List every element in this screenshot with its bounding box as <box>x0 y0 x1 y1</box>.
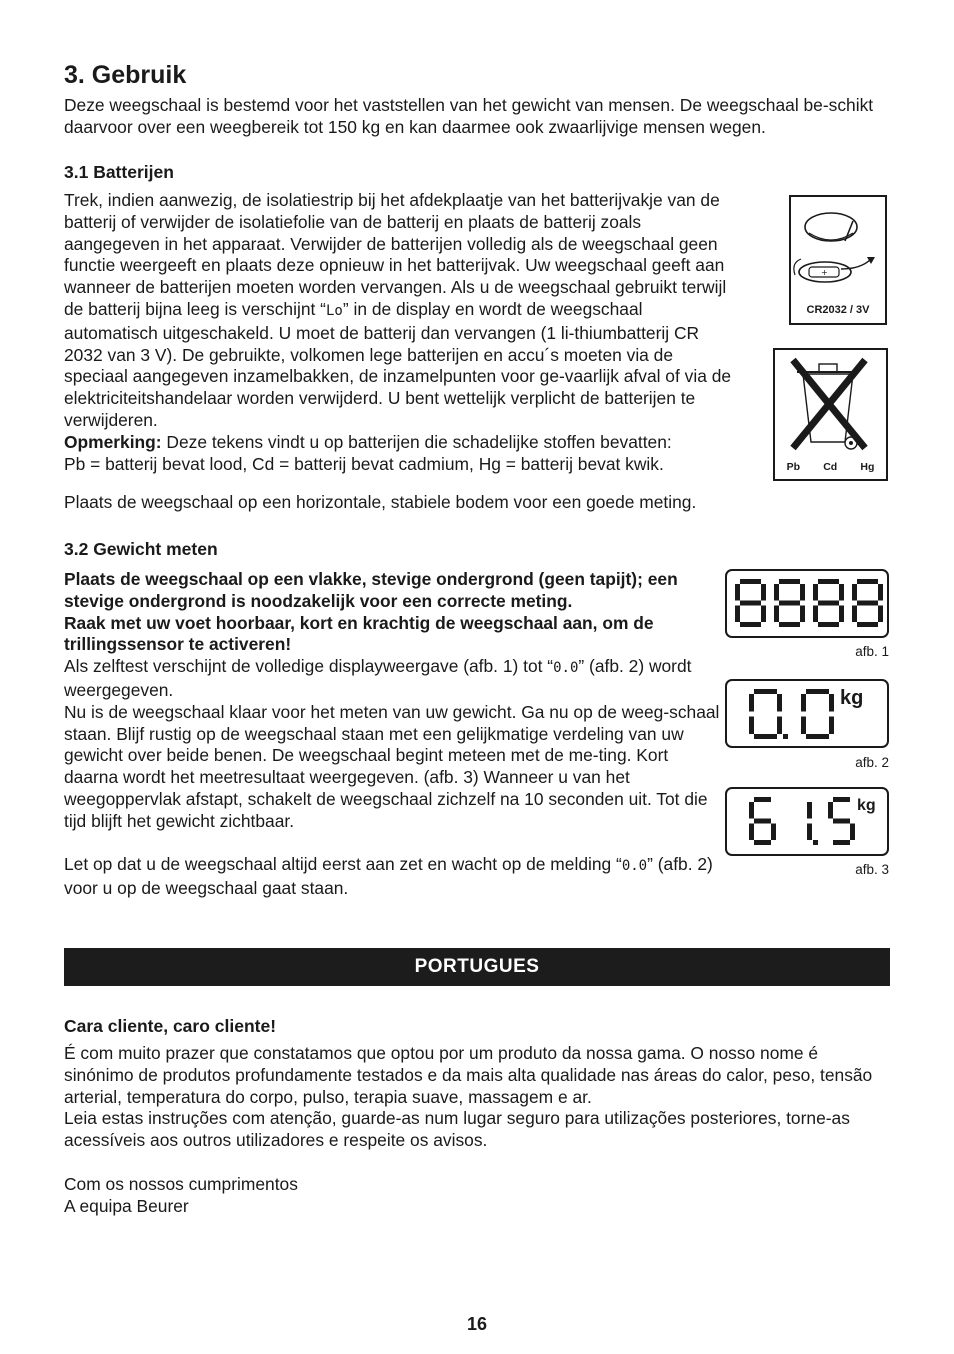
zero-symbol-2: 0.0 <box>621 858 648 875</box>
lcd-decimal-point <box>783 734 788 739</box>
lcd-segment <box>829 717 834 735</box>
lcd-readout-1 <box>727 571 887 636</box>
portugues-paragraph-1: É com muito prazer que constatamos que optou por um produto da nossa gama. O nosso nome é sinónimo de produtos profundamente testados e da mais alta qualidade nas áreas do calor, peso, tensão arterial, temperatura do corpo, pulso, terapia suave, massagem e ar. <box>64 1043 873 1107</box>
weighing-text <box>64 569 724 900</box>
lcd-segment <box>754 689 777 694</box>
lcd-segment <box>833 819 850 824</box>
batteries-note-line2: Pb = batterij bevat lood, Cd = batterij bevat cadmium, Hg = batterij bevat kwik. <box>64 453 664 474</box>
lcd-segment <box>857 601 878 606</box>
placement-text: Plaats de weegschaal op een horizontale, stabiele bodem voor een goede meting. <box>64 492 697 512</box>
disposal-figure <box>773 348 888 481</box>
bin-label-hg: Hg <box>860 461 875 473</box>
zero-symbol: 0.0 <box>553 660 579 677</box>
section-intro: Deze weegschaal is bestemd voor het vaststellen van het gewicht van mensen. De weegschaal be-schikt daarvoor over een weegbereik tot 150 kg en kan daarmee ook zwaarlijvige mensen wegen. <box>64 95 874 137</box>
lcd-segment <box>857 622 878 627</box>
weighing-p3-a: Let op dat u de weegschaal altijd eerst aan zet en wacht op de melding “ <box>64 854 622 875</box>
lcd-segment <box>839 584 844 601</box>
lcd-segment <box>807 802 812 819</box>
caption-afb-3: afb. 3 <box>855 862 889 877</box>
caption-afb-1: afb. 1 <box>855 644 889 659</box>
lcd-segment <box>818 622 839 627</box>
lcd-segment <box>829 694 834 712</box>
lcd-segment <box>754 734 777 739</box>
lcd-segment <box>813 584 818 601</box>
bin-label-row <box>775 461 886 473</box>
lcd-segment <box>857 579 878 584</box>
lcd-segment <box>806 734 829 739</box>
unit-kg-2: kg <box>840 687 864 709</box>
battery-icon <box>791 197 885 297</box>
unit-kg-3: kg <box>857 797 876 814</box>
language-banner: PORTUGUES <box>64 948 890 986</box>
lcd-segment <box>740 579 761 584</box>
lcd-segment <box>754 840 771 845</box>
lcd-segment <box>833 840 850 845</box>
weighing-bold-2: Raak met uw voet hoorbaar, kort en krachtig de weegschaal aan, om de trillingssensor te activeren! <box>64 612 654 655</box>
batteries-text <box>64 190 739 475</box>
lcd-decimal-point <box>813 840 818 845</box>
lcd-segment <box>749 802 754 819</box>
lcd-segment <box>754 819 771 824</box>
weighing-p1-b: ” (afb. 2) wordt weergegeven. <box>64 656 692 700</box>
lcd-segment <box>850 824 855 841</box>
lcd-segment <box>852 606 857 623</box>
portugues-closing-1: Com os nossos cumprimentos <box>64 1173 298 1194</box>
section-title: 3. Gebruik <box>64 61 187 89</box>
lcd-segment <box>878 584 883 601</box>
display-figure-3 <box>725 787 889 856</box>
lo-symbol: Lo <box>325 302 343 319</box>
lcd-segment <box>818 601 839 606</box>
lcd-segment <box>833 797 850 802</box>
portugues-spacer <box>64 1152 890 1174</box>
lcd-segment <box>801 694 806 712</box>
lcd-segment <box>749 824 754 841</box>
lcd-segment <box>852 584 857 601</box>
lcd-segment <box>813 606 818 623</box>
lcd-segment <box>801 717 806 735</box>
weighing-paragraph-3 <box>64 854 724 900</box>
display-figure-1 <box>725 569 889 638</box>
lcd-segment <box>761 606 766 623</box>
bin-label-cd: Cd <box>823 461 838 473</box>
page-number: 16 <box>466 1314 488 1334</box>
lcd-segment <box>777 717 782 735</box>
lcd-segment <box>761 584 766 601</box>
lcd-segment <box>735 606 740 623</box>
lcd-segment <box>800 584 805 601</box>
display-figure-2 <box>725 679 889 748</box>
lcd-segment <box>806 689 829 694</box>
portugues-paragraph-2: Leia estas instruções com atenção, guarde-as num lugar seguro para utilizações posteriores, torne-as acessíveis aos outros utilizadores e respeite os avisos. <box>64 1108 850 1151</box>
caption-afb-2: afb. 2 <box>855 755 889 770</box>
lcd-segment <box>740 601 761 606</box>
lcd-segment <box>771 824 776 841</box>
weighing-p1-a: Als zelftest verschijnt de volledige displayweergave (afb. 1) tot “ <box>64 656 554 677</box>
lcd-segment <box>779 601 800 606</box>
lcd-segment <box>800 606 805 623</box>
portugues-greeting: Cara cliente, caro cliente! <box>64 1016 277 1036</box>
batteries-text-b: ” in de display en wordt de weegschaal automatisch uitgeschakeld. U moet de batterij dan vervangen (1 li-thiumbatterij CR 2032 van 3 V). De gebruikte, volkomen lege batterijen en accu´s moeten via de speciaal aangegeven inzamelbakken, de inzamelpunten voor ge-vaarlijk afval of via de elektriciteitshandelaar worden verwijderd. U bent wettelijk verplicht de batterijen te verwijderen. <box>64 298 732 430</box>
battery-insertion-figure <box>789 195 887 325</box>
lcd-segment <box>774 606 779 623</box>
lcd-segment <box>754 797 771 802</box>
batteries-note <box>64 432 739 454</box>
note-label: Opmerking: <box>64 431 162 452</box>
weighing-p3-b: ” (afb. 2) voor u op de weegschaal gaat staan. <box>64 854 713 899</box>
note-text: Deze tekens vindt u op batterijen die schadelijke stoffen bevatten: <box>161 431 672 452</box>
lcd-segment <box>807 824 812 841</box>
portugues-text <box>64 1043 890 1217</box>
battery-type-label: CR2032 / 3V <box>806 304 870 316</box>
weighing-title: 3.2 Gewicht meten <box>64 539 218 559</box>
lcd-segment <box>774 584 779 601</box>
svg-text:+: + <box>821 268 828 277</box>
weighing-paragraph-2: Nu is de weegschaal klaar voor het meten van uw gewicht. Ga nu op de weeg-schaal staan. Blijf rustig op de weegschaal staan met een gelijkmatige verdeling van uw gewicht over beide benen. De weegschaal begint meteen met de me-ting. Kort daarna wordt het meetresultaat weergegeven. (afb. 3) Wanneer u van het weegoppervlak afstapt, schakelt de weegschaal zichzelf na 10 seconden uit. Tot die tijd blijft het gewicht zichtbaar. <box>64 701 720 831</box>
lcd-segment <box>839 606 844 623</box>
lcd-segment <box>779 579 800 584</box>
lcd-segment <box>777 694 782 712</box>
lcd-segment <box>749 717 754 735</box>
portugues-closing-2: A equipa Beurer <box>64 1195 189 1216</box>
lcd-segment <box>749 694 754 712</box>
lcd-segment <box>740 622 761 627</box>
lcd-segment <box>779 622 800 627</box>
bin-label-pb: Pb <box>786 461 801 473</box>
batteries-text-a: Trek, indien aanwezig, de isolatiestrip bij het afdekplaatje van het batterijvakje van de batterij of verwijder de isolatiefolie van de batterij en plaats de batterij zoals aangegeven in het apparaat. Verwijder de batterijen volledig als de weegschaal geen functie weergeeft en plaats deze opnieuw in het batterijvak. Uw weegschaal geeft aan wanneer de batterijen moeten worden vervangen. Als u de weegschaal gebruikt terwijl de batterij bijna leeg is verschijnt “ <box>64 190 727 319</box>
batteries-paragraph <box>64 190 739 432</box>
lcd-segment <box>818 579 839 584</box>
weighing-paragraph-1 <box>64 656 724 702</box>
lcd-segment <box>878 606 883 623</box>
crossed-bin-icon <box>775 350 886 458</box>
weighing-bold-1: Plaats de weegschaal op een vlakke, stevige ondergrond (geen tapijt); een stevige ondergrond is noodzakelijk voor een correcte meting. <box>64 569 678 611</box>
lcd-segment <box>828 802 833 819</box>
weighing-spacer <box>64 833 724 855</box>
batteries-title: 3.1 Batterijen <box>64 162 174 182</box>
lcd-segment <box>735 584 740 601</box>
